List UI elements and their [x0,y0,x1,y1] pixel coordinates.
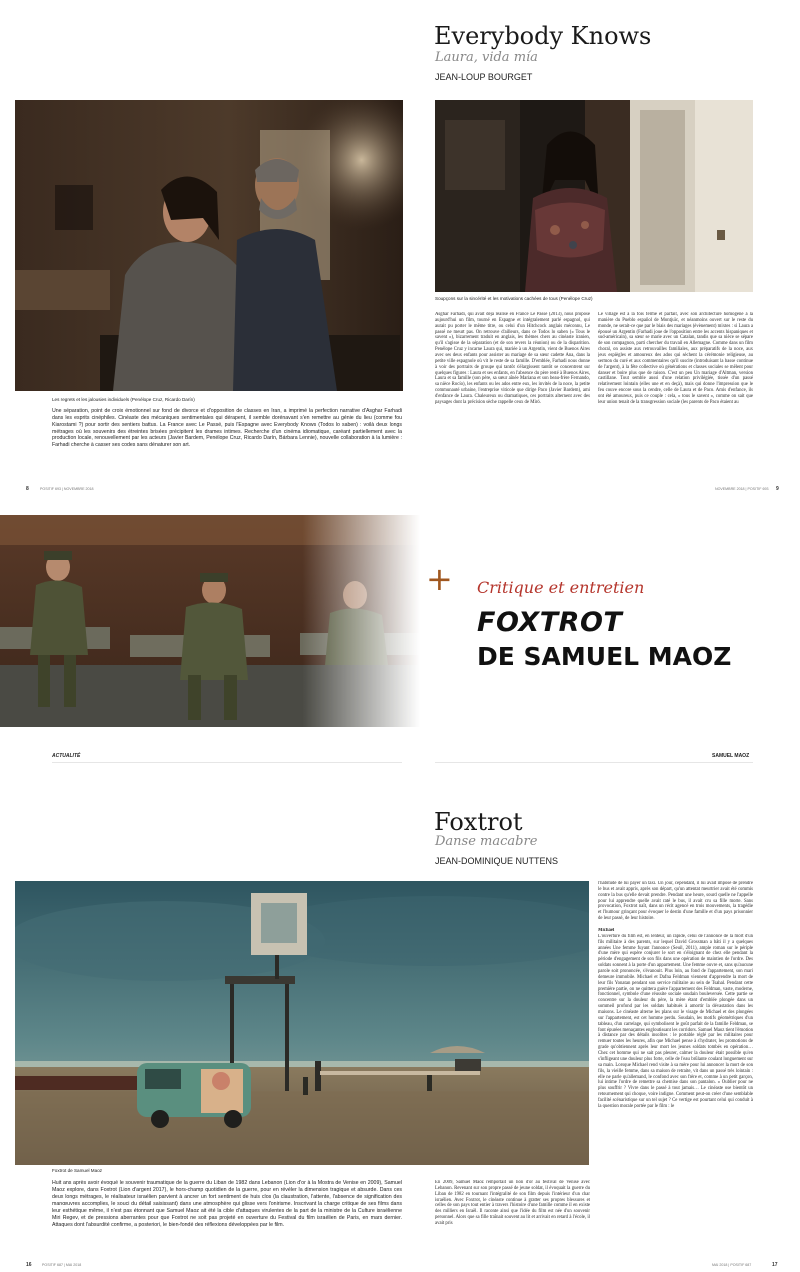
intro-paragraph-foxtrot: Huit ans après avoir évoqué le souvenir traumatique de la guerre du Liban de 1982 dans Lebanon (Lion d'or à la Mostra de Venise en 2009), Samuel Maoz explore, dans Foxtrot (Lion d'argent 2017), le hors-champ quotidien de la guerre, pour en révéler la dimension tragique et absurde. Dans ces deux longs métrages, le réalisateur israélien parvient à ancrer un fort sentiment de huis clos (la claustration, l'attente, l'absence de signification des manœuvres accomplies, le souci du détail saisissant) dans une atmosphère qui glisse vers l'onirisme. Inscrivant la charge critique de ses films dans leur esthétique même, il n'est pas étonnant que Samuel Maoz ait été la cible d'attaques virulentes de la part de la ministre de la Culture israélienne Miri Regev, et de pressions aberrantes pour que Foxtrot ne soit pas projeté en ouverture du Festival du film israélien de Paris, en mars dernier. Attaques dont l'absurdité confirme, a posteriori, le bien-fondé des réflexions développées par le film. [52,1180,402,1228]
intro-paragraph-everybody-knows: Une séparation, point de croix émotionnel sur fond de divorce et d'opposition de classes en Iran, a imprimé la perfection narrative d'Asghar Farhadi dans les esprits cinéphiles. Cinéaste des mécaniques sentimentales qui dérapent, il semble dorénavant s'en remettre au génie du lieu (comme fou Kiarostami ?) pour sortir des sentiers battus. La France avec Le Passé, puis l'Espagne avec Everybody Knows (Todos lo saben) : voilà deux longs métrages où les souvenirs des étreintes brisées précipitent les drames intimes. Recherche d'un cinéma idiomatique, caréant partiellement avec la production locale, renouvellement par les acteurs (Javier Bardem, Penélope Cruz, Ricardo Darín, Bárbara Lennie), nouvelle collaboration à la lumière : Farhadi cherche à casser ses codes sans dénaturer son art. [52,408,402,449]
page-number-8: 8 [26,486,29,492]
page-number-16: 16 [26,1262,32,1268]
article-subtitle-danse-macabre: Danse macabre [435,834,538,849]
footer-right-1: NOVEMBRE 2018 | POSITIF 693 [715,487,769,491]
body-column-2-foxtrot [598,881,753,1253]
page-number-9: 9 [776,486,779,492]
banner-plus-sign: + [426,560,453,598]
running-header-left: ACTUALITÉ [52,753,81,759]
photo-caption-left: Les regrets et les jalousies individuels (Penélope Cruz, Ricardo Darín) [52,397,195,402]
body-column-2-top: l'habitude de lui payer un taxi. Un jour, cependant, il lui avait imposé de prendre le bus et avait appris, après son départ, qu'un attentat meurtrier avait été commis contre la bus qu'elle devait prendre. Pendant une heure, sourd quelle ne l'appelle pour lui apprendre quelle avait raté le bus, il avait cru sa fille morte. Sans provocation, Foxtrot naît, dans un récit agencé en trois mouvements, la tragédie et l'humour grinçant pour évoquer le destin d'une famille et d'un pays prisonnier de leur passé, de leur histoire. [598,881,753,922]
article-title-everybody-knows: Everybody Knows [434,22,652,50]
section-subhead-michael: Michael [598,928,615,934]
body-column-1-foxtrot: En 2009, Samuel Maoz remportait un lion d'or au festival de Venise avec Lebanon. Revenant sur son propre passé de jeune soldat, il évoquait la guerre du Liban de 1982 en tournant l'intégralité de son film depuis l'intérieur d'un char israélien. Avec Foxtrot, le cinéaste continue à gratter ses propres blessures et celles de son pays tout entier à travers l'histoire d'une famille comme il en existe des milliers en Israël. Il raconte ainsi que l'idée du film est née d'un souvenir personnel. Alors que sa fille traînait souvent au lit et arrivait en retard à l'école, il avait pris [435,1180,590,1227]
author-bourget: JEAN-LOUP BOURGET [435,72,533,82]
footer-right-2: MAI 2018 | POSITIF 687 [712,1263,752,1267]
photo-foxtrot-checkpoint [15,881,589,1165]
foxtrot-banner [0,515,800,727]
body-column-2-everybody-knows: Le village est à la fois fermé et parfait, avec son architecture homogène à la manière du Pueblo español de Montjuïc, et néanmoins ouvert sur le reste du monde, ne serait-ce que par le biais des mariages (évènement) mixtes : si Laura a épousé un Argentin (Farhadi joue de l'opposition entre les accents hispaniques et sud-américain), sa sœur se marie avec un Catalan, tandis que sa nièce se sépare de son compagnon, parti chercher du travail en Allemagne. Comme dans un film choral, on assiste aux retrouvailles familiales, aux préparatifs de la noce, aux jeux espiègles et amoureux des ados qui sèchent la cérémonie religieuse, au sermon du curé et aux commentaires qu'il suscite (introduisant la basse continue de l'argent), à la fête collective où générations et classes sociales se mêlent pour danser et boire plus que de raison. C'est un peu Un mariage d'Altman, version castillane. Tout semble aussi d'une relation privilégiée, tissée d'un passé relativement lointain (elles une et en deçà), mais qui donne l'impression que le feu couve encore sous la cendre, celle de Laura et de Paco. Amis d'enfance, ils ont été amoureux, puis ce couple : cela, « tous le savent », comme on sait que leur union tenait de la transgression sociale (les parents de Paco étaient au [598,312,753,405]
banner-title-director: DE SAMUEL MAOZ [477,642,732,671]
banner-kicker: Critique et entretien [477,578,645,597]
photo-caption-foxtrot: Foxtrot de Samuel Maoz [52,1168,103,1173]
photo-cruz-portrait [435,100,753,292]
photo-cruz-darin-image [15,100,403,391]
header-rule-left [52,762,402,763]
running-header-right: SAMUEL MAOZ [712,753,750,759]
author-nuttens: JEAN-DOMINIQUE NUTTENS [435,856,559,866]
footer-left-2: POSITIF 687 | MAI 2018 [42,1263,82,1267]
page-number-17: 17 [772,1262,778,1268]
article-title-foxtrot: Foxtrot [434,808,523,836]
footer-left-1: POSITIF 693 | NOVEMBRE 2018 [40,487,94,491]
body-column-1-everybody-knows: Asghar Farhadi, qui avait déjà réalisé en France Le Passé (2013), nous propose aujourd'hui un film, tourné en Espagne et intégralement parlé espagnol, qui aurait pu porter le même titre, ou celui d'un Hitchcock anglais méconnu, Le passé ne meurt pas. On retrouve d'ailleurs, dans ce Todos lo saben (« Tous le savent »), bizarrement traduit en anglais, les thèmes chers au cinéaste iranien, qu'il s'agisse de la séparation (et de son revers la réunion) ou de la disparition. Penélope Cruz y incarne Laura qui, mariée à un Argentin, vient de Buenos Aires avec ses deux enfants pour assister au mariage de sa sœur cadette Ana, dans la petite ville espagnole où vit le reste de sa famille. D'emblée, Farhadi nous donne à voir des portraits de groupe qui tantôt s'élargissent tantôt se concentrent sur quelques figures : Laura et ses enfants, en l'absence du père resté à Buenos Aires, Laura et sa famille (son père, sa sœur aînée Mariana et son beau-frère Fernando, sa nièce Rocío), les enfants ou les ados entre eux, les invités de la noce, la petite communauté urbaine, l'entreprise viticole que dirige Paco (Javier Bardem), ami d'enfance de Laura. Chaleureux ou dramatiques, ces portraits alternent avec des paysages dont la précision sèche rappelle ceux de Miró. [435,312,590,405]
photo-cruz-darin [15,100,403,391]
banner-title-foxtrot: FOXTROT [477,607,623,638]
banner-soldiers-image [0,515,420,727]
article-subtitle-laura: Laura, vida mía [435,50,538,65]
photo-foxtrot-checkpoint-image [15,881,589,1165]
header-rule-right [435,762,753,763]
photo-caption-right: Soupçons sur la sincérité et les motivations cachées de tous (Penélope Cruz) [435,296,593,301]
body-column-2-bottom: L'ouverture du film est, en lenteur, un rapide, celui de l'annonce de la mort d'un fils militaire à des parents, sur lequel David Grossman a bâti il y a quelques années Une femme fuyant l'annonce (Seuil, 2011), ample roman sur le périple d'une mère qui espère conjurer le sort en s'éloignant de chez elle pendant la période d'engagement de son fils dans une opération de maintien de l'ordre. Des soldats sonnent à la porte d'un appartement. Une femme ouvre et, sans qu'aucune parole soit prononcée, s'évanouit. Plus loin, au fond de l'appartement, son mari demeure immobile. Michael et Dafna Feldman viennent d'apprendre la mort de leur fils Yonatan pendant son service militaire au sein de Tsahal. Pendant cette première partie, on ne quittera guère l'appartement des Feldman, vaste, moderne, fonctionnel, symbole d'une réussite sociale soudain bouleversée. Cette partie se concentre sur la douleur du père, la mère étant d'emblée plongée dans un sommeil profond par les soldats habitués à amortir la dévastation dans les maisons. Le cinéaste alterne les plans sur le visage de Michael et des plongées sur l'appartement, est cet homme perdu. Soudain, les motifs géométriques d'un tableau, d'un carrelage, qui symbolisent le goût parfait de la famille Feldman, se font épurées menaçantes engloutissant les corridors. Samuel Maoz tient l'émotion à distance par des détails insolites : le portable réglé par les militaires pour remuer toutes les heures, afin que Michael pense à s'hydrater, les promotions de grade qu'obtiennent après leur mort les jeunes soldats tombés en opération… Chez cet homme qui ne sait pas pleurer, calmer la douleur était possible qu'en s'infligeant une douleur plus forte, celle de l'eau brûlante coulant longuement sur sa main. Lorsque Michael rend visite à sa mère pour lui annoncer la mort de son fils, la vieille femme, dans sa maison de retraite, vit dans un passé très lointain : elle ne parle qu'allemand, le confond avec son frère et, comme à un petit garçon, lui intime l'ordre de remettre sa chemise dans son pantalon. « Oublier pour ne plus souffrir ? Vivre dans le passé à tout jamais… Le cinéaste ose bientôt un retournement qui choque, voire indigne. Comment peut-on créer d'une semblable facilité scénaristique sur un tel sujet ? Ce vertige est pourtant celui qui conduit à la question morale portée par le film : le [598,933,753,1109]
photo-cruz-portrait-image [435,100,753,292]
